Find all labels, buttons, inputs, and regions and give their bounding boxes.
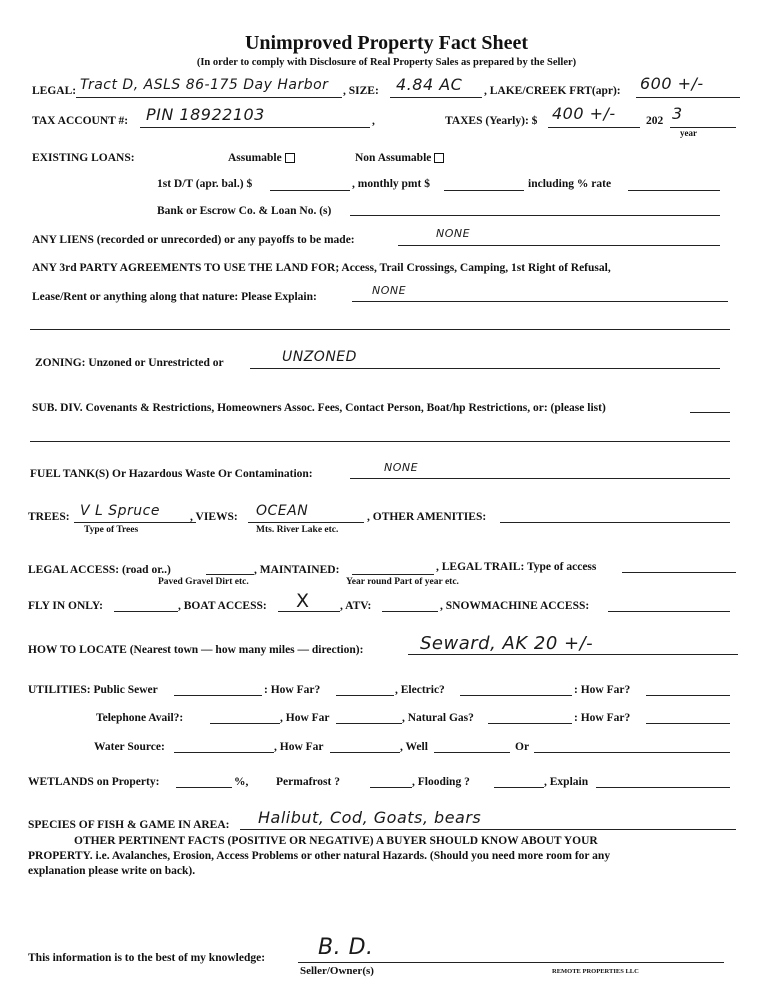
electric-line[interactable] (460, 695, 572, 696)
views-value[interactable]: OCEAN (256, 503, 309, 519)
zoning-value[interactable]: UNZONED (282, 349, 357, 365)
non-assumable-checkbox[interactable] (434, 153, 444, 163)
snowmachine-label: , SNOWMACHINE ACCESS: (440, 600, 590, 612)
tax-account-label: TAX ACCOUNT #: (32, 115, 129, 127)
dt-line[interactable] (270, 190, 350, 191)
explain-line[interactable] (596, 787, 730, 788)
natural-gas-line[interactable] (488, 723, 572, 724)
telephone-line[interactable] (210, 723, 280, 724)
views-line (248, 522, 364, 523)
lease-rent-label: Lease/Rent or anything along that nature: Please Explain: (32, 291, 317, 303)
well-label: , Well (400, 741, 428, 753)
dt-label: 1st D/T (apr. bal.) $ (157, 178, 253, 190)
subdiv-line[interactable] (690, 412, 730, 413)
non-assumable-label: Non Assumable (355, 152, 432, 164)
other-facts-line-2: PROPERTY. i.e. Avalanches, Erosion, Access Problems or other natural Hazards. (Should you need more room for any (28, 850, 611, 862)
trees-label: TREES: (28, 511, 70, 523)
percent-label: %, (234, 776, 249, 788)
or-label: Or (515, 741, 530, 753)
wetlands-line[interactable] (176, 787, 232, 788)
species-label: SPECIES OF FISH & GAME IN AREA: (28, 819, 230, 831)
flooding-label: , Flooding ? (412, 776, 470, 788)
size-label: , SIZE: (343, 85, 379, 97)
water-how-far-line[interactable] (330, 752, 400, 753)
lease-rent-line-2[interactable] (30, 329, 730, 330)
lake-creek-value[interactable]: 600 +/- (640, 74, 704, 93)
legal-access-line[interactable] (206, 574, 254, 575)
well-line[interactable] (434, 752, 510, 753)
taxes-line (548, 127, 640, 128)
bank-escrow-label: Bank or Escrow Co. & Loan No. (s) (157, 205, 332, 217)
taxes-value[interactable]: 400 +/- (552, 104, 616, 123)
existing-loans-label: EXISTING LOANS: (32, 152, 135, 164)
paved-note: Paved Gravel Dirt etc. (158, 577, 249, 587)
third-party-label: ANY 3rd PARTY AGREEMENTS TO USE THE LAND FOR; Access, Trail Crossings, Camping, 1st Right of Refusal, (32, 262, 611, 274)
page-title: Unimproved Property Fact Sheet (244, 32, 529, 54)
fuel-tank-value[interactable]: NONE (384, 461, 419, 474)
lake-creek-label: , LAKE/CREEK FRT(apr): (484, 85, 621, 97)
fuel-tank-label: FUEL TANK(S) Or Hazardous Waste Or Contamination: (30, 468, 313, 480)
lake-creek-line (636, 97, 740, 98)
footer-brand: REMOTE PROPERTIES LLC (552, 968, 639, 975)
gas-how-far-line[interactable] (646, 723, 730, 724)
other-amenities-line[interactable] (500, 522, 730, 523)
telephone-how-far-label: , How Far (280, 712, 330, 724)
water-source-label: Water Source: (94, 741, 165, 753)
including-rate-label: including % rate (528, 178, 612, 190)
sewer-how-far-line[interactable] (336, 695, 394, 696)
boat-access-value[interactable]: X (296, 590, 310, 612)
snowmachine-line[interactable] (608, 611, 730, 612)
species-value[interactable]: Halibut, Cod, Goats, bears (258, 808, 482, 827)
boat-access-label: , BOAT ACCESS: (178, 600, 267, 612)
fly-in-line[interactable] (114, 611, 178, 612)
how-to-locate-value[interactable]: Seward, AK 20 +/- (420, 633, 594, 654)
atv-line[interactable] (382, 611, 438, 612)
views-label: , VIEWS: (190, 511, 238, 523)
lease-rent-line (352, 301, 728, 302)
telephone-label: Telephone Avail?: (96, 712, 184, 724)
trees-value[interactable]: V L Spruce (80, 503, 160, 519)
legal-trail-line[interactable] (622, 572, 736, 573)
rate-line[interactable] (628, 190, 720, 191)
seller-owner-label: Seller/Owner(s) (300, 965, 374, 977)
year-round-note: Year round Part of year etc. (346, 577, 459, 587)
water-source-line[interactable] (174, 752, 274, 753)
atv-label: , ATV: (340, 600, 372, 612)
liens-value[interactable]: NONE (436, 227, 471, 240)
electric-how-far-line[interactable] (646, 695, 730, 696)
year-prefix: 202 (646, 115, 664, 127)
other-amenities-label: , OTHER AMENITIES: (367, 511, 487, 523)
bank-escrow-line[interactable] (350, 215, 720, 216)
zoning-label: ZONING: Unzoned or Unrestricted or (35, 357, 224, 369)
assumable-option[interactable] (228, 153, 295, 165)
year-digit-value[interactable]: 3 (672, 104, 683, 123)
assumable-checkbox[interactable] (285, 153, 295, 163)
public-sewer-line[interactable] (174, 695, 262, 696)
size-line (390, 97, 482, 98)
maintained-line[interactable] (352, 574, 434, 575)
lease-rent-value[interactable]: NONE (372, 284, 407, 297)
wetlands-label: WETLANDS on Property: (28, 776, 160, 788)
zoning-line (250, 368, 720, 369)
legal-label: LEGAL: (32, 85, 77, 97)
permafrost-label: Permafrost ? (276, 776, 340, 788)
liens-line (398, 245, 720, 246)
sewer-how-far-label: : How Far? (264, 684, 321, 696)
telephone-how-far-line[interactable] (336, 723, 402, 724)
legal-line (76, 97, 342, 98)
explain-label: , Explain (544, 776, 589, 788)
tax-account-line (140, 127, 370, 128)
year-note: year (680, 128, 697, 138)
subdiv-line-2[interactable] (30, 441, 730, 442)
type-of-trees-note: Type of Trees (84, 525, 139, 535)
non-assumable-option[interactable] (355, 153, 444, 165)
page-subtitle: (In order to comply with Disclosure of Real Property Sales as prepared by the Seller) (196, 57, 577, 68)
size-value[interactable]: 4.84 AC (396, 75, 463, 94)
tax-account-comma: , (372, 115, 375, 127)
knowledge-label: This information is to the best of my knowledge: (28, 952, 266, 964)
legal-trail-label: , LEGAL TRAIL: Type of access (436, 561, 597, 573)
water-how-far-label: , How Far (274, 741, 324, 753)
other-facts-line-3: explanation please write on back). (28, 865, 196, 877)
monthly-pmt-line[interactable] (444, 190, 524, 191)
liens-label: ANY LIENS (recorded or unrecorded) or any payoffs to be made: (32, 234, 355, 246)
assumable-label: Assumable (228, 152, 282, 164)
subdiv-label: SUB. DIV. Covenants & Restrictions, Homeowners Assoc. Fees, Contact Person, Boat/hp Restrictions, or: (please list) (32, 402, 606, 414)
how-to-locate-line (408, 654, 738, 655)
views-note: Mts. River Lake etc. (256, 525, 339, 535)
electric-label: , Electric? (395, 684, 445, 696)
species-line (240, 829, 736, 830)
fly-in-label: FLY IN ONLY: (28, 600, 103, 612)
natural-gas-label: , Natural Gas? (402, 712, 474, 724)
legal-value[interactable]: Tract D, ASLS 86-175 Day Harbor (80, 77, 329, 93)
monthly-pmt-label: , monthly pmt $ (352, 178, 430, 190)
trees-line (74, 522, 196, 523)
signature-line[interactable] (298, 962, 724, 963)
how-to-locate-label: HOW TO LOCATE (Nearest town — how many miles — direction): (28, 644, 364, 656)
taxes-label: TAXES (Yearly): $ (445, 115, 538, 127)
legal-access-label: LEGAL ACCESS: (road or..) (28, 564, 171, 576)
permafrost-line[interactable] (370, 787, 412, 788)
or-line[interactable] (534, 752, 730, 753)
flooding-line[interactable] (494, 787, 544, 788)
electric-how-far-label: : How Far? (574, 684, 631, 696)
gas-how-far-label: : How Far? (574, 712, 631, 724)
tax-account-value[interactable]: PIN 18922103 (146, 105, 265, 124)
utilities-label: UTILITIES: Public Sewer (28, 684, 158, 696)
fuel-tank-line (350, 478, 730, 479)
signature: B. D. (318, 935, 374, 960)
maintained-label: , MAINTAINED: (254, 564, 340, 576)
other-facts-line-1: OTHER PERTINENT FACTS (POSITIVE OR NEGATIVE) A BUYER SHOULD KNOW ABOUT YOUR (74, 835, 598, 847)
